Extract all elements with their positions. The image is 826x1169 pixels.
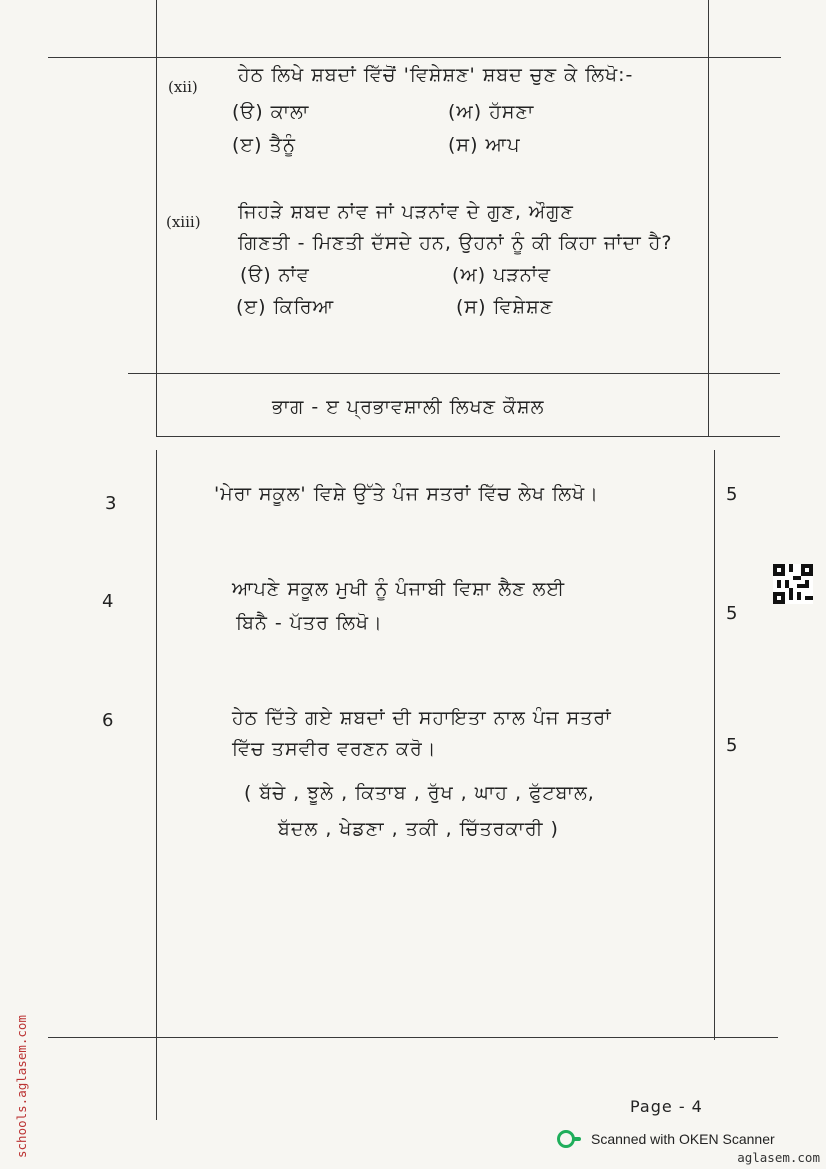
question-xii-number: (xii): [168, 78, 198, 96]
question-xiii-option-b: (ਅ) ਪੜਨਾਂਵ: [452, 264, 552, 286]
left-rule-upper: [156, 0, 157, 436]
question-4-line-1: ਆਪਣੇ ਸਕੂਲ ਮੁਖੀ ਨੂੰ ਪੰਜਾਬੀ ਵਿਸ਼ਾ ਲੈਣ ਲਈ: [232, 578, 566, 600]
question-xii-option-a: (ੳ) ਕਾਲਾ: [232, 101, 310, 123]
side-watermark: schools.aglasem.com: [14, 1015, 29, 1158]
question-xiii-option-c: (ੲ) ਕਿਰਿਆ: [236, 296, 335, 318]
right-rule-lower: [714, 450, 715, 1040]
section-top-rule: [128, 373, 780, 374]
bottom-watermark: aglasem.com: [737, 1150, 820, 1165]
section-bottom-rule: [156, 436, 780, 437]
question-6-number: 6: [102, 710, 114, 731]
question-xii-option-b: (ਅ) ਹੱਸਣਾ: [448, 101, 535, 123]
question-xiii-line-1: ਜਿਹੜੇ ਸ਼ਬਦ ਨਾਂਵ ਜਾਂ ਪੜਨਾਂਵ ਦੇ ਗੁਣ, ਔਗੁਣ: [238, 201, 574, 223]
question-6-word-list-2: ਬੱਦਲ , ਖੇਡਣਾ , ਤਕੀ , ਚਿੱਤਰਕਾਰੀ ): [278, 818, 559, 840]
question-6-word-list-1: ( ਬੱਚੇ , ਝੂਲੇ , ਕਿਤਾਬ , ਰੁੱਖ , ਘਾਹ , ਫੁੱਟਬਾਲ,: [244, 782, 595, 804]
question-xii-text: ਹੇਠ ਲਿਖੇ ਸ਼ਬਦਾਂ ਵਿੱਚੋਂ 'ਵਿਸ਼ੇਸ਼ਣ' ਸ਼ਬਦ ਚੁਣ ਕੇ ਲਿਖੋ:-: [238, 64, 634, 86]
question-xiii-line-2: ਗਿਣਤੀ - ਮਿਣਤੀ ਦੱਸਦੇ ਹਨ, ਉਹਨਾਂ ਨੂੰ ਕੀ ਕਿਹਾ ਜਾਂਦਾ ਹੈ?: [238, 232, 673, 254]
section-header: ਭਾਗ - ੲ ਪ੍ਰਭਾਵਸ਼ਾਲੀ ਲਿਖਣ ਕੌਸ਼ਲ: [272, 396, 545, 418]
bottom-rule: [48, 1037, 778, 1038]
top-rule: [48, 57, 781, 58]
question-xiii-option-a: (ੳ) ਨਾਂਵ: [240, 264, 310, 286]
question-3-text: 'ਮੇਰਾ ਸਕੂਲ' ਵਿਸ਼ੇ ਉੱਤੇ ਪੰਜ ਸਤਰਾਂ ਵਿੱਚ ਲੇਖ ਲਿਖੋ।: [214, 483, 599, 505]
question-xii-option-d: (ਸ) ਆਪ: [448, 134, 521, 156]
qr-code-icon: [773, 564, 813, 604]
right-rule-upper: [708, 0, 709, 436]
left-rule-lower: [156, 450, 157, 1120]
scanner-text: Scanned with OKEN Scanner: [591, 1131, 775, 1147]
question-6-line-1: ਹੇਠ ਦਿੱਤੇ ਗਏ ਸ਼ਬਦਾਂ ਦੀ ਸਹਾਇਤਾ ਨਾਲ ਪੰਜ ਸਤਰਾਂ: [232, 707, 612, 729]
page-number: Page - 4: [630, 1097, 703, 1116]
question-3-marks: 5: [726, 484, 738, 505]
question-6-marks: 5: [726, 735, 738, 756]
question-6-line-2: ਵਿੱਚ ਤਸਵੀਰ ਵਰਣਨ ਕਰੋ।: [232, 738, 437, 760]
question-xiii-option-d: (ਸ) ਵਿਸ਼ੇਸ਼ਣ: [456, 296, 554, 318]
question-4-number: 4: [102, 591, 114, 612]
scanner-badge: [557, 1130, 775, 1148]
question-4-line-2: ਬਿਨੈ - ਪੱਤਰ ਲਿਖੋ।: [236, 612, 383, 634]
question-xiii-number: (xiii): [166, 213, 201, 231]
question-4-marks: 5: [726, 603, 738, 624]
scanner-logo-icon: [557, 1130, 583, 1148]
question-xii-option-c: (ੲ) ਤੈਨੂੰ: [232, 134, 297, 156]
question-3-number: 3: [105, 493, 117, 514]
